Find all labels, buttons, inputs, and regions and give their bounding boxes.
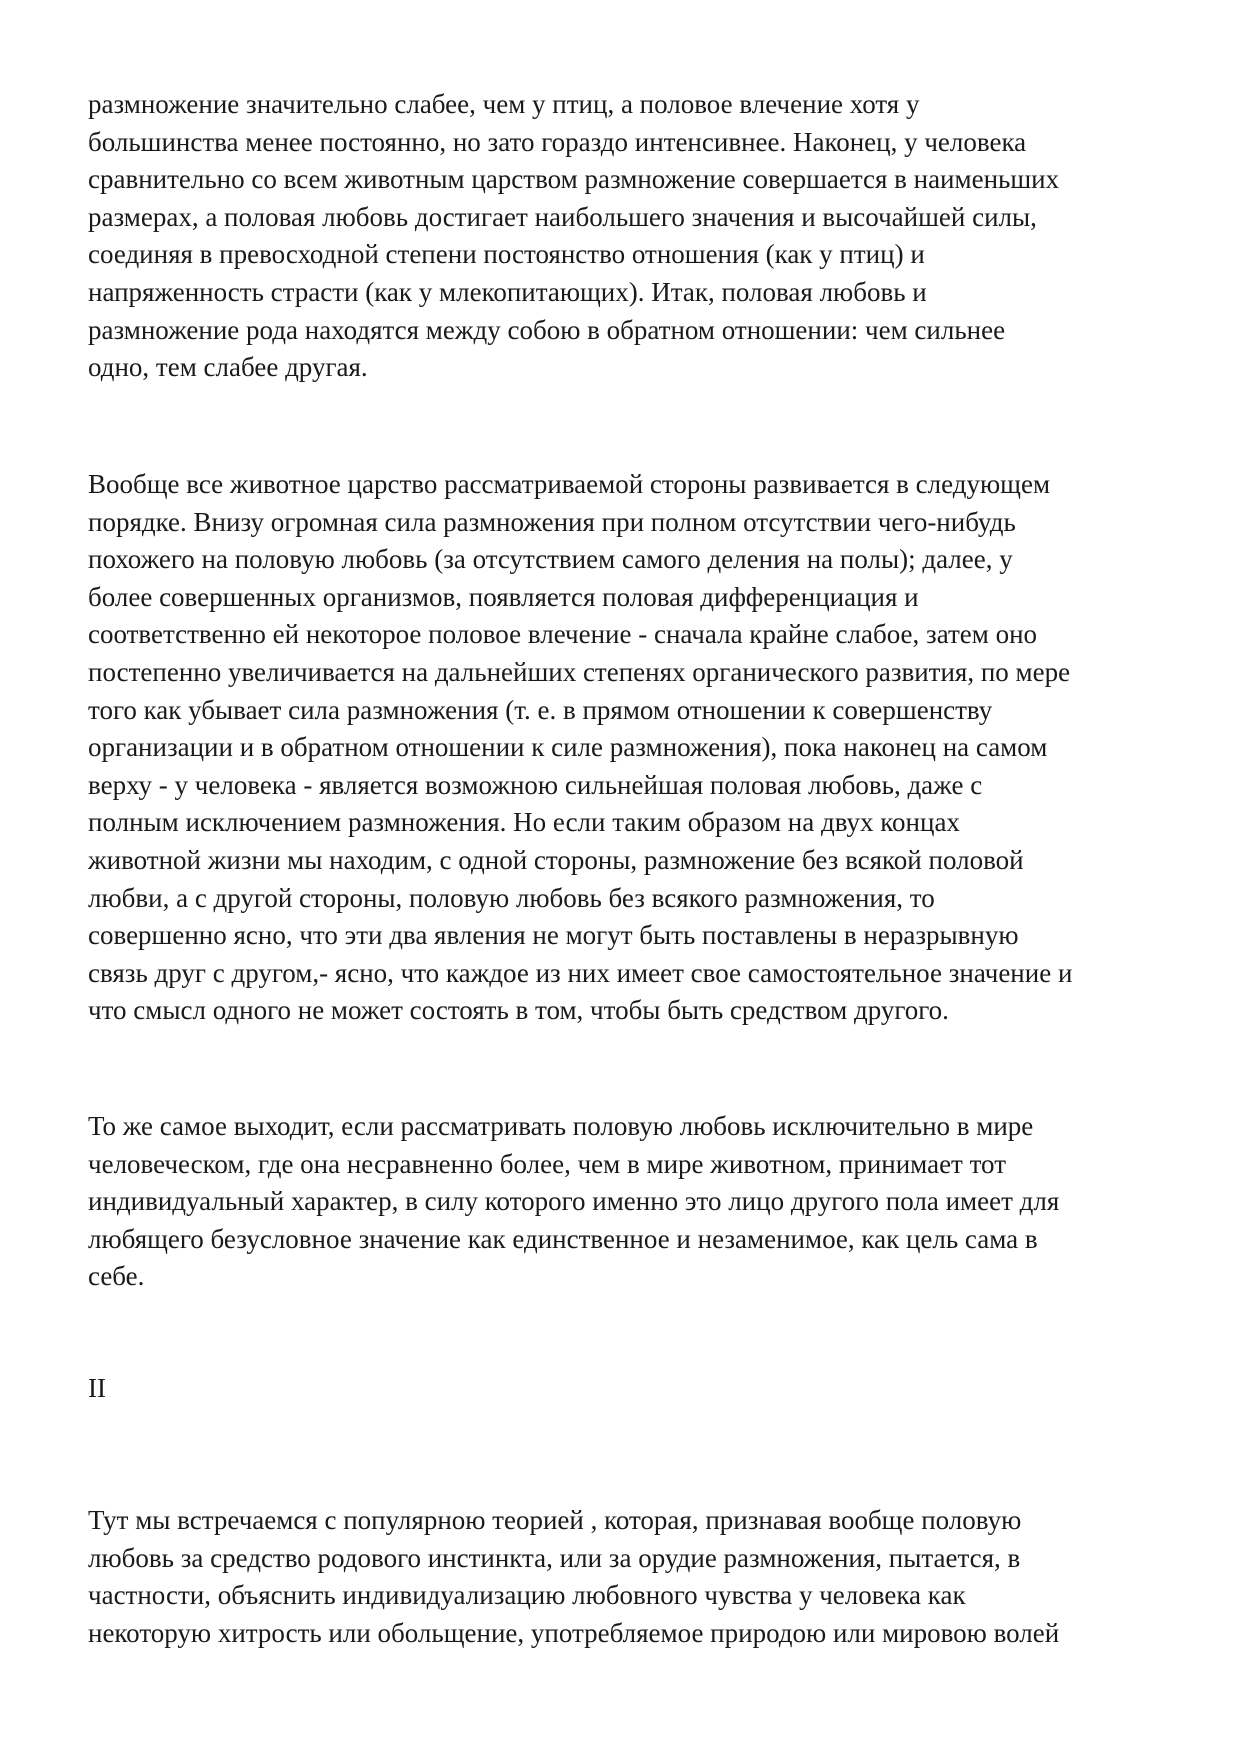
- text-line: того как убывает сила размножения (т. е. в прямом отношении к совершенству: [88, 694, 993, 725]
- text-line: Тут мы встречаемся с популярною теорией , которая, признавая вообще половую: [88, 1505, 1022, 1535]
- text-line: Вообще все животное царство рассматриваемой стороны развивается в следующем: [88, 469, 1051, 499]
- text-line: соответственно ей некоторое половое влечение - сначала крайне слабое, затем оно: [88, 619, 1038, 650]
- text-line: себе.: [88, 1261, 145, 1292]
- text-line: верху - у человека - является возможною сильнейшая половая любовь, даже с: [88, 769, 983, 800]
- text-line: соединяя в превосходной степени постоянство отношения (как у птиц) и: [88, 239, 925, 270]
- paragraph-4: [88, 1502, 1168, 1652]
- text-line: организации и в обратном отношении к силе размножения), пока наконец на самом: [88, 732, 1048, 763]
- paragraph-2: [88, 466, 1168, 1030]
- text-line: напряженность страсти (как у млекопитающих). Итак, половая любовь и: [88, 276, 927, 307]
- section-heading: [88, 1370, 1168, 1408]
- text-line: индивидуальный характер, в силу которого именно это лицо другого пола имеет для: [88, 1186, 1060, 1217]
- text-line: связь друг с другом,- ясно, что каждое из них имеет свое самостоятельное значение и: [88, 957, 1073, 988]
- text-line: размерах, а половая любовь достигает наибольшего значения и высочайшей силы,: [88, 201, 1037, 232]
- text-line: размножение рода находятся между собою в обратном отношении: чем сильнее: [88, 314, 1006, 345]
- text-line: более совершенных организмов, появляется половая дифференциация и: [88, 581, 919, 612]
- text-line: частности, объяснить индивидуализацию любовного чувства у человека как: [88, 1580, 966, 1611]
- text-line: любящего безусловное значение как единственное и незаменимое, как цель сама в: [88, 1223, 1038, 1254]
- text-line: любовь за средство родового инстинкта, или за орудие размножения, пытается, в: [88, 1542, 1021, 1573]
- section-number: II: [88, 1373, 106, 1403]
- paragraph-1: [88, 86, 1168, 387]
- text-line: животной жизни мы находим, с одной стороны, размножение без всякой половой: [88, 844, 1024, 875]
- text-line: человеческом, где она несравненно более, чем в мире животном, принимает тот: [88, 1148, 1006, 1179]
- text-line: совершенно ясно, что эти два явления не могут быть поставлены в неразрывную: [88, 920, 1019, 951]
- paragraph-3: [88, 1108, 1168, 1296]
- text-line: размножение значительно слабее, чем у птиц, а половое влечение хотя у: [88, 89, 920, 119]
- text-line: большинства менее постоянно, но зато гораздо интенсивнее. Наконец, у человека: [88, 126, 1027, 157]
- text-line: порядке. Внизу огромная сила размножения при полном отсутствии чего-нибудь: [88, 506, 1016, 537]
- text-line: То же самое выходит, если рассматривать половую любовь исключительно в мире: [88, 1111, 1034, 1141]
- text-line: одно, тем слабее другая.: [88, 352, 368, 383]
- text-line: некоторую хитрость или обольщение, употребляемое природою или мировою волей: [88, 1617, 1060, 1648]
- text-line: полным исключением размножения. Но если таким образом на двух концах: [88, 807, 960, 838]
- text-line: любви, а с другой стороны, половую любовь без всякого размножения, то: [88, 882, 935, 913]
- text-line: постепенно увеличивается на дальнейших степенях органического развития, по мере: [88, 656, 1071, 687]
- text-line: сравнительно со всем животным царством размножение совершается в наименьших: [88, 164, 1060, 195]
- text-line: что смысл одного не может состоять в том, чтобы быть средством другого.: [88, 995, 949, 1026]
- text-line: похожего на половую любовь (за отсутствием самого деления на полы); далее, у: [88, 544, 1013, 575]
